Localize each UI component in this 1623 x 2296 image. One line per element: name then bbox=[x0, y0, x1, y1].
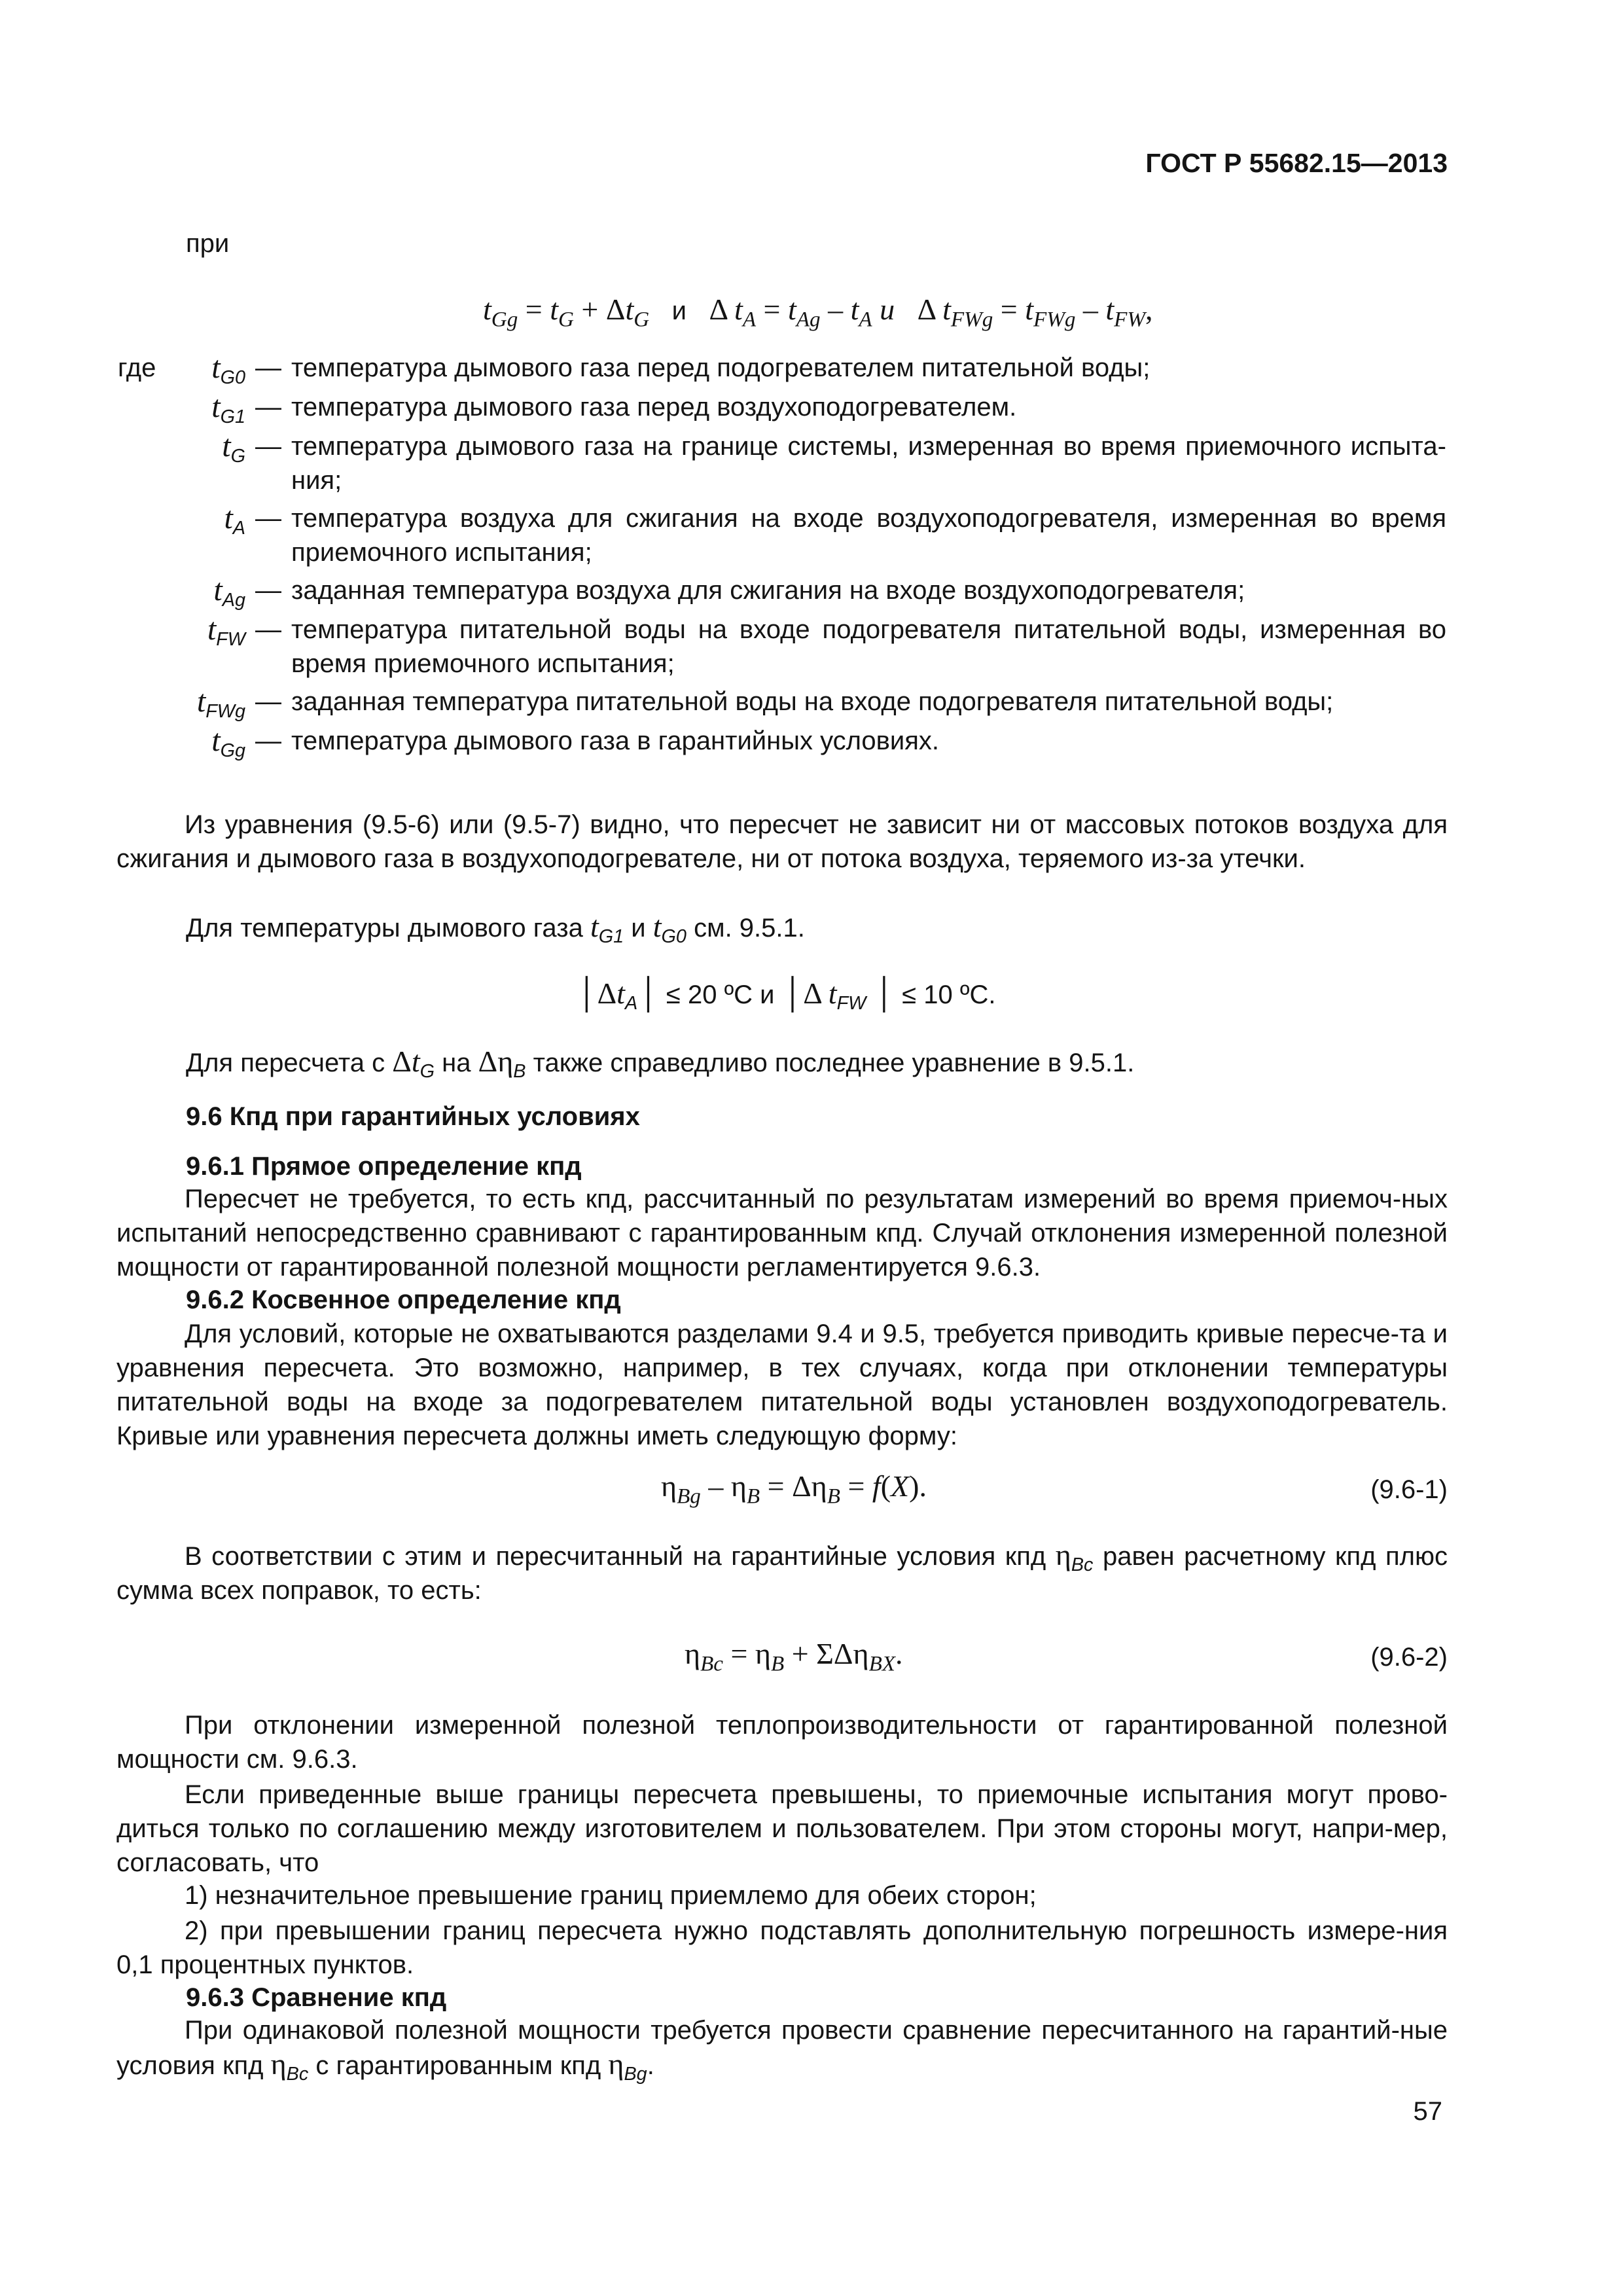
definition-text: заданная температура питательной воды на входе подогревателя питательной воды; bbox=[291, 687, 1334, 716]
em-dash: — bbox=[255, 504, 281, 533]
em-dash: — bbox=[255, 576, 281, 605]
formula-definitions: $t_{Gg} = t_G + \Delta t_G$ и Δ $t_A = t_{Ag} - t_A$ u Δ $t_{FWg} = t_{FWg} - t_{FW}$, bbox=[483, 293, 1153, 332]
em-dash: — bbox=[255, 353, 281, 382]
symbol: t bbox=[211, 723, 221, 758]
definition-row bbox=[118, 684, 1446, 723]
list-item: 1) незначительное превышение границ приемлемо для обеих сторон; bbox=[185, 1881, 1037, 1910]
symbol: t bbox=[207, 612, 217, 647]
symbol-subscript: Ag bbox=[222, 590, 245, 611]
definition-text: заданная температура воздуха для сжигания на входе воздухоподогревателя; bbox=[291, 576, 1245, 605]
definition-row bbox=[118, 429, 1446, 497]
paragraph: Из уравнения (9.5-6) или (9.5-7) видно, что пересчет не зависит ни от массовых потоков воздуха для сжигания и дымового газа в воздухоподогревателе, ни от потока воздуха, теряемого из-за утечки. bbox=[116, 810, 1448, 873]
page-number: 57 bbox=[1413, 2097, 1442, 2126]
equation-9-6-1: $\eta_{Bg} - \eta_B = \Delta\eta_B = f(X)$. bbox=[661, 1469, 927, 1509]
em-dash: — bbox=[255, 687, 281, 716]
gde-word: где bbox=[118, 353, 156, 382]
symbol-subscript: G0 bbox=[220, 367, 245, 389]
symbol-subscript: G1 bbox=[220, 406, 245, 428]
em-dash: — bbox=[255, 432, 281, 461]
symbol: t bbox=[213, 573, 223, 607]
definition-row bbox=[118, 389, 1446, 428]
definitions-list bbox=[118, 351, 1446, 763]
symbol-subscript: FW bbox=[216, 629, 245, 651]
symbol-subscript: A bbox=[232, 518, 245, 539]
section-heading-9-6-3: 9.6.3 Сравнение кпд bbox=[186, 1983, 447, 2012]
paragraph: Если приведенные выше границы пересчета превышены, то приемочные испытания могут прово-диться только по соглашению между изготовителем и пользователем. При этом стороны могут, напри-мер, согласовать, что bbox=[116, 1780, 1448, 1877]
symbol-subscript: FWg bbox=[205, 701, 245, 723]
section-heading-9-6: 9.6 Кпд при гарантийных условиях bbox=[186, 1102, 640, 1131]
equation-number: (9.6-2) bbox=[1370, 1643, 1448, 1672]
definition-text: температура дымового газа перед подогревателем питательной воды; bbox=[291, 353, 1150, 382]
paragraph-gas-temperature: Для температуры дымового газа $t_{G1}$ и $t_{G0}$ см. 9.5.1. bbox=[186, 910, 805, 948]
symbol-subscript: Gg bbox=[220, 740, 245, 762]
symbol-subscript: G bbox=[230, 446, 245, 467]
definition-row bbox=[118, 501, 1446, 569]
symbol: t bbox=[211, 350, 221, 385]
definition-text: температура дымового газа перед воздухоподогревателем. bbox=[291, 393, 1017, 422]
paragraph-comparison: При одинаковой полезной мощности требуется провести сравнение пересчитанного на гарантий-ные условия кпд $\eta_{Bc}$ с гарантированным кпд $\eta_{Bg}$. bbox=[116, 2016, 1448, 2085]
paragraph: Пересчет не требуется, то есть кпд, рассчитанный по результатам измерений во время приемоч-ных испытаний непосредственно сравнивают с гарантированным кпд. Случай отклонения измеренной полезной мощности от гарантированной полезной мощности регламентируется 9.6.3. bbox=[116, 1185, 1448, 1282]
symbol: t bbox=[211, 389, 221, 424]
em-dash: — bbox=[255, 726, 281, 755]
definition-row bbox=[118, 613, 1446, 681]
equation-9-6-2: $\eta_{Bc} = \eta_B + \Sigma\Delta\eta_{BX}$. bbox=[685, 1637, 903, 1676]
definition-text: температура дымового газа на границе системы, измеренная во время приемочного испыта-ния; bbox=[291, 432, 1446, 495]
inequality-formula: $│\Delta t_A│ \le 20$ ºC и │Δ $t_{FW}$ │ ≤ 10 ºC. bbox=[576, 977, 996, 1014]
symbol: t bbox=[222, 429, 231, 463]
symbol: t bbox=[224, 501, 233, 535]
em-dash: — bbox=[255, 393, 281, 422]
section-heading-9-6-1: 9.6.1 Прямое определение кпд bbox=[186, 1152, 582, 1181]
list-item: 2) при превышении границ пересчета нужно подставлять дополнительную погрешность измере-ния 0,1 процентных пунктов. bbox=[116, 1916, 1448, 1979]
paragraph: Для условий, которые не охватываются разделами 9.4 и 9.5, требуется приводить кривые пересче-та и уравнения пересчета. Это возможно, например, в тех случаях, когда при отклонении температуры питательной воды на входе за подогревателем питательной воды установлен воздухоподогреватель. Кривые или уравнения пересчета должны иметь следующую форму: bbox=[116, 1319, 1448, 1450]
paragraph-corrections: В соответствии с этим и пересчитанный на гарантийные условия кпд $\eta_{Bc}$ равен расчетному кпд плюс сумма всех поправок, то есть: bbox=[116, 1538, 1448, 1605]
intro-word: при bbox=[186, 229, 230, 258]
paragraph: При отклонении измеренной полезной теплопроизводительности от гарантированной полезной мощности см. 9.6.3. bbox=[116, 1711, 1448, 1774]
definition-row bbox=[118, 573, 1446, 609]
paragraph-recalc: Для пересчета с $\Delta t_G$ на $\Delta\eta_B$ также справедливо последнее уравнение в 9.5.1. bbox=[186, 1045, 1135, 1083]
definition-text: температура дымового газа в гарантийных условиях. bbox=[291, 726, 940, 755]
definition-text: температура питательной воды на входе подогревателя питательной воды, измеренная во время приемочного испытания; bbox=[291, 615, 1446, 678]
standard-header: ГОСТ Р 55682.15—2013 bbox=[1145, 148, 1448, 178]
equation-number: (9.6-1) bbox=[1370, 1475, 1448, 1504]
symbol: t bbox=[196, 684, 206, 719]
definition-row bbox=[118, 350, 1446, 389]
definition-row bbox=[118, 723, 1446, 762]
em-dash: — bbox=[255, 615, 281, 644]
section-heading-9-6-2: 9.6.2 Косвенное определение кпд bbox=[186, 1285, 621, 1314]
definition-text: температура воздуха для сжигания на входе воздухоподогревателя, измеренная во время приемочного испытания; bbox=[291, 504, 1446, 567]
